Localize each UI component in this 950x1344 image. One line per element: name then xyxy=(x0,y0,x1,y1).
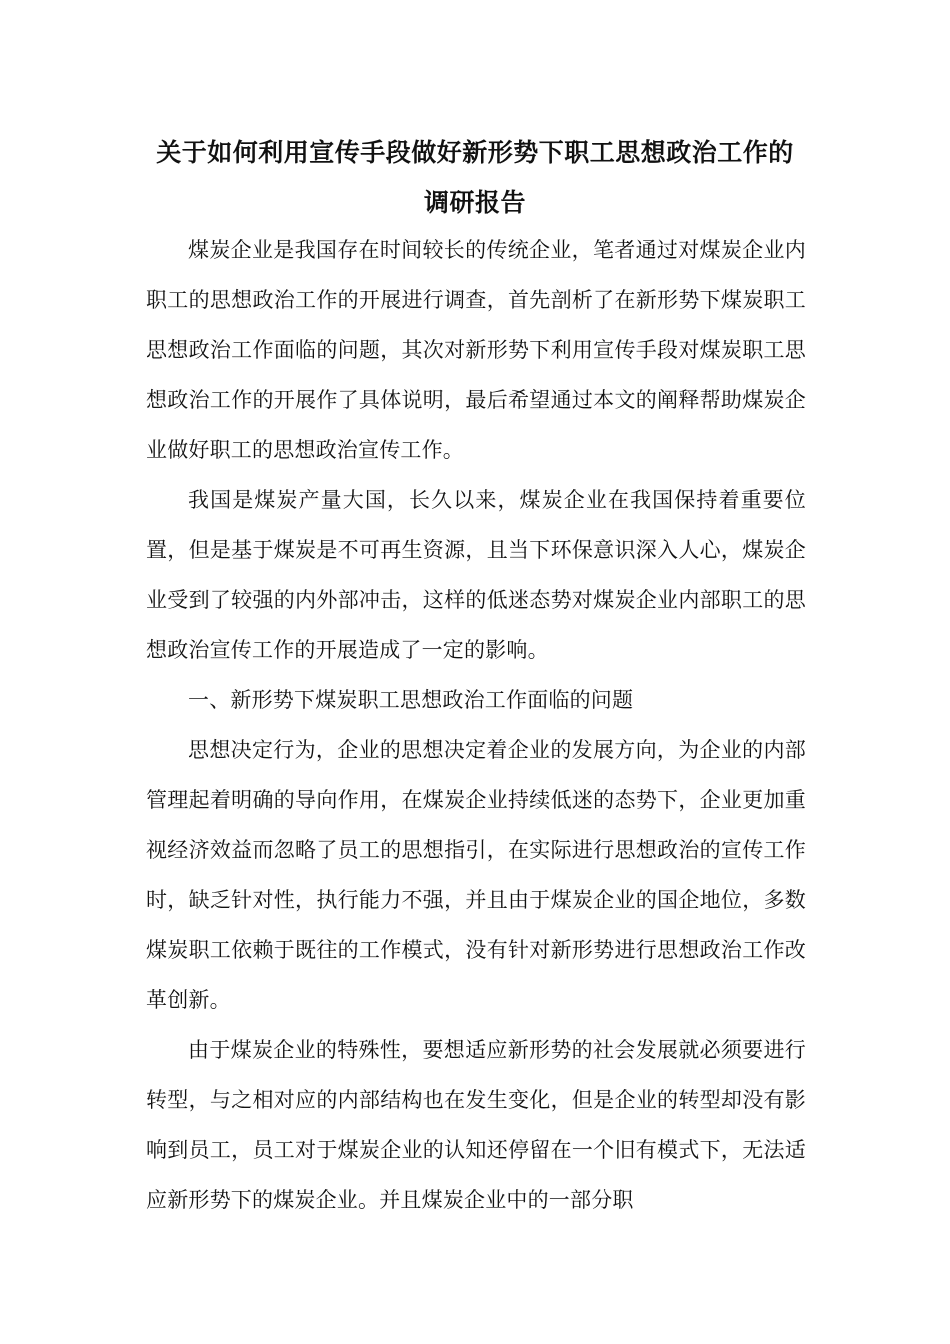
paragraph-section1-b: 由于煤炭企业的特殊性，要想适应新形势的社会发展就必须要进行转型，与之相对应的内部结构也在发生变化，但是企业的转型却没有影响到员工，员工对于煤炭企业的认知还停留在一个旧有模式下，无法适应新形势下的煤炭企业。并且煤炭企业中的一部分职 xyxy=(146,1038,806,1212)
paragraph-abstract: 煤炭企业是我国存在时间较长的传统企业，笔者通过对煤炭企业内职工的思想政治工作的开展进行调查，首先剖析了在新形势下煤炭职工思想政治工作面临的问题，其次对新形势下利用宣传手段对煤炭职工思想政治工作的开展作了具体说明，最后希望通过本文的阐释帮助煤炭企业做好职工的思想政治宣传工作。 xyxy=(146,238,806,462)
paragraph-intro: 我国是煤炭产量大国，长久以来，煤炭企业在我国保持着重要位置，但是基于煤炭是不可再生资源，且当下环保意识深入人心，煤炭企业受到了较强的内外部冲击，这样的低迷态势对煤炭企业内部职工的思想政治宣传工作的开展造成了一定的影响。 xyxy=(146,488,806,662)
section-heading-1: 一、新形势下煤炭职工思想政治工作面临的问题 xyxy=(188,688,634,712)
document-body xyxy=(146,225,806,1225)
document-title-line-1: 关于如何利用宣传手段做好新形势下职工思想政治工作的 xyxy=(156,138,794,167)
document-title-line-2: 调研报告 xyxy=(423,188,526,217)
paragraph-section1-a: 思想决定行为，企业的思想决定着企业的发展方向，为企业的内部管理起着明确的导向作用，在煤炭企业持续低迷的态势下，企业更加重视经济效益而忽略了员工的思想指引，在实际进行思想政治的宣传工作时，缺乏针对性，执行能力不强，并且由于煤炭企业的国企地位，多数煤炭职工依赖于既往的工作模式，没有针对新形势进行思想政治工作改革创新。 xyxy=(146,738,806,1012)
